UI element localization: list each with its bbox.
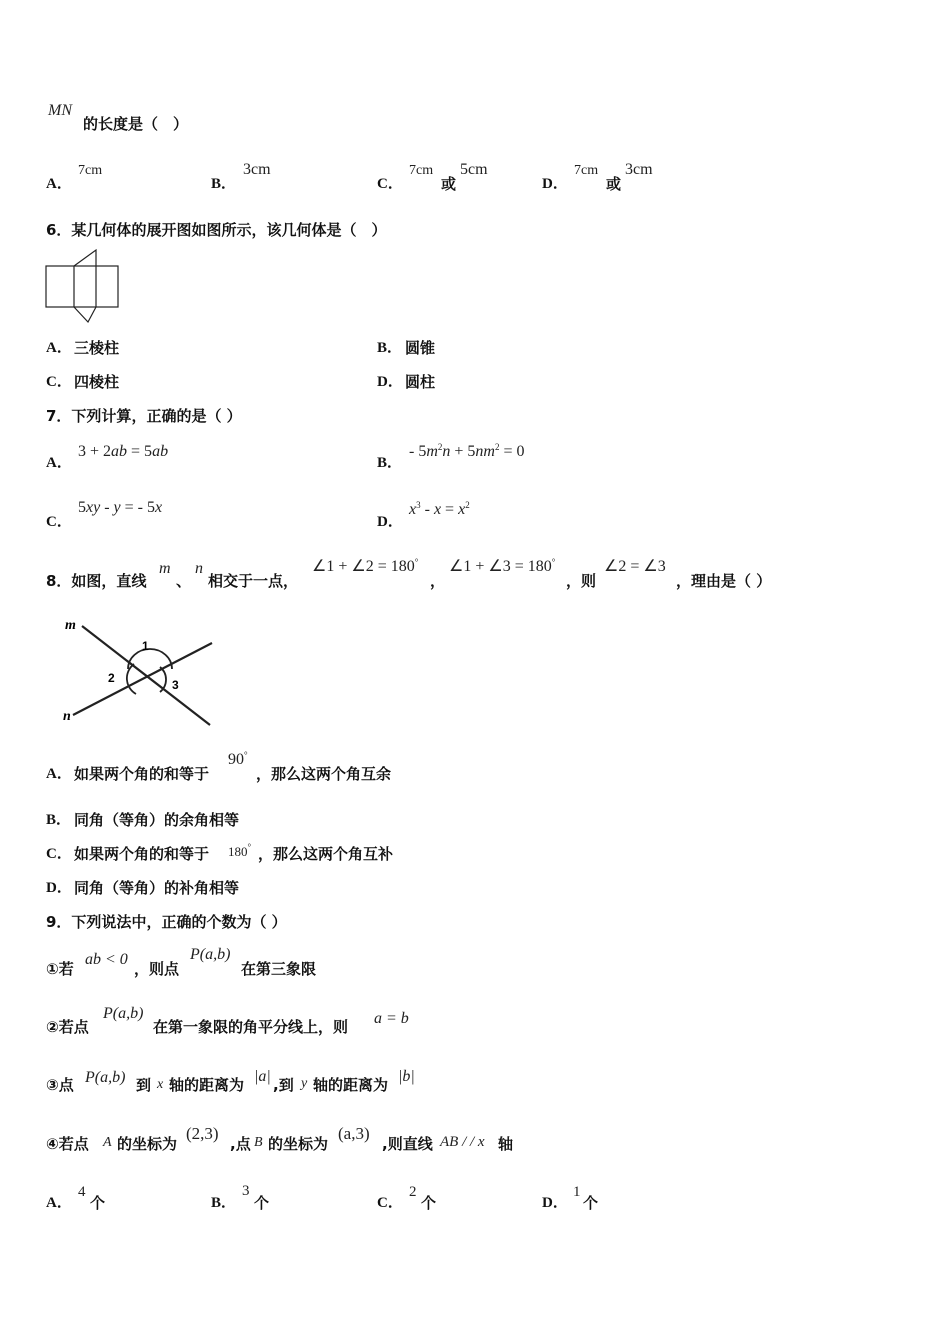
q9-option-a-letter[interactable]: A． bbox=[46, 1195, 72, 1211]
q9-s2-mid: 在第一象限的角平分线上，则 bbox=[153, 1018, 349, 1036]
q8-option-c-text2: ，那么这两个角互补 bbox=[258, 845, 394, 863]
q9-stem: 9．下列说法中，正确的个数为（ ） bbox=[46, 913, 287, 931]
q9-s3-t2: 轴的距离为 bbox=[169, 1076, 245, 1094]
q6-option-c-text: 四棱柱 bbox=[74, 373, 120, 391]
q9-s3-y: y bbox=[301, 1076, 308, 1091]
q8-option-b-letter[interactable]: B． bbox=[46, 812, 72, 828]
q9-s4-pre: ④若点 bbox=[46, 1135, 89, 1153]
q6-option-a-letter[interactable]: A． bbox=[46, 340, 72, 356]
q7-stem: 7．下列计算，正确的是（ ） bbox=[46, 407, 242, 425]
q5-option-d-connector: 或 bbox=[606, 175, 622, 193]
q9-s3-x: x bbox=[157, 1077, 164, 1092]
segment-mn: MN bbox=[48, 102, 72, 119]
q9-option-a-num: 4 bbox=[78, 1184, 86, 1200]
q8-condition-2: ∠1 + ∠3 = 180° bbox=[449, 557, 556, 575]
q8-line-m: m bbox=[159, 560, 171, 577]
q5-option-d-value2: 3cm bbox=[625, 161, 653, 178]
q5-option-c-connector: 或 bbox=[441, 175, 457, 193]
q9-s3-t4: 轴的距离为 bbox=[313, 1076, 389, 1094]
q5-option-c-letter[interactable]: C． bbox=[377, 176, 403, 192]
q8-stem-comma: ， bbox=[430, 572, 446, 590]
q8-option-c-text1: 如果两个角的和等于 bbox=[74, 845, 210, 863]
q9-option-b-num: 3 bbox=[242, 1183, 250, 1199]
angle-label-1: 1 bbox=[142, 639, 149, 653]
q5-option-c-value2: 5cm bbox=[460, 161, 488, 178]
q8-option-a-letter[interactable]: A． bbox=[46, 766, 72, 782]
q8-stem-part2: 相交于一点， bbox=[208, 572, 299, 590]
q7-option-b-letter[interactable]: B． bbox=[377, 455, 403, 471]
q9-option-b-unit: 个 bbox=[254, 1194, 270, 1212]
q8-option-c-math: 180° bbox=[228, 842, 252, 859]
q9-option-a-unit: 个 bbox=[90, 1194, 106, 1212]
q9-s3-t3: ,到 bbox=[273, 1076, 294, 1094]
q9-s2-cond: a = b bbox=[374, 1010, 409, 1027]
q9-s4-t1: 的坐标为 bbox=[117, 1135, 178, 1153]
q9-option-d-num: 1 bbox=[573, 1184, 581, 1200]
q7-option-d-letter[interactable]: D． bbox=[377, 514, 403, 530]
q9-s1-pre: ①若 bbox=[46, 960, 74, 978]
q6-option-c-letter[interactable]: C． bbox=[46, 374, 72, 390]
q6-option-a-text: 三棱柱 bbox=[74, 339, 120, 357]
q8-line-n: n bbox=[195, 560, 203, 577]
q6-stem: 6．某几何体的展开图如图所示，该几何体是（ ） bbox=[46, 221, 387, 239]
q9-s3-pre: ③点 bbox=[46, 1076, 74, 1094]
q9-s1-point: P(a,b) bbox=[190, 946, 231, 963]
q7-option-c-letter[interactable]: C． bbox=[46, 514, 72, 530]
q8-stem-sep: 、 bbox=[176, 572, 192, 590]
q9-s3-point: P(a,b) bbox=[85, 1069, 126, 1086]
q8-option-a-math: 90° bbox=[228, 750, 248, 768]
q6-option-b-text: 圆锥 bbox=[405, 339, 436, 357]
q8-stem-part1: 8．如图，直线 bbox=[46, 572, 147, 590]
q8-condition-1: ∠1 + ∠2 = 180° bbox=[312, 557, 419, 575]
q7-option-a-letter[interactable]: A． bbox=[46, 455, 72, 471]
q5-option-a-letter[interactable]: A． bbox=[46, 176, 72, 192]
q5-stem: 的长度是（ ） bbox=[83, 115, 189, 133]
q8-option-d-text: 同角（等角）的补角相等 bbox=[74, 879, 240, 897]
q5-option-b-letter[interactable]: B． bbox=[211, 176, 237, 192]
q9-option-c-num: 2 bbox=[409, 1184, 417, 1200]
q5-option-d-value: 7cm bbox=[574, 163, 599, 178]
q9-s1-mid: ，则点 bbox=[134, 960, 180, 978]
q5-option-a-value: 7cm bbox=[78, 163, 103, 178]
q9-s1-post: 在第三象限 bbox=[241, 960, 317, 978]
q9-s1-cond: ab < 0 bbox=[85, 951, 128, 968]
angle-label-3: 3 bbox=[172, 678, 179, 692]
q9-s4-t4: ,则直线 bbox=[382, 1135, 433, 1153]
q9-s4-point-b: B bbox=[254, 1135, 263, 1150]
q5-option-b-value: 3cm bbox=[243, 161, 271, 178]
q8-stem-part4: ，理由是（ ） bbox=[676, 572, 772, 590]
q9-s2-pre: ②若点 bbox=[46, 1018, 89, 1036]
q7-option-a-expr: 3 + 2ab = 5ab bbox=[78, 443, 169, 460]
angle-label-2: 2 bbox=[108, 671, 115, 685]
q9-option-d-unit: 个 bbox=[583, 1194, 599, 1212]
q9-option-c-letter[interactable]: C． bbox=[377, 1195, 403, 1211]
q9-s2-point: P(a,b) bbox=[103, 1005, 144, 1022]
q9-option-c-unit: 个 bbox=[421, 1194, 437, 1212]
intersecting-lines-figure bbox=[60, 612, 220, 732]
q9-s4-t2: ,点 bbox=[230, 1135, 251, 1153]
q6-option-d-text: 圆柱 bbox=[405, 373, 436, 391]
q8-option-c-letter[interactable]: C． bbox=[46, 846, 72, 862]
q7-option-d-expr: $x^3 - x = x^2$ bbox=[409, 500, 470, 518]
q9-s4-t3: 的坐标为 bbox=[268, 1135, 329, 1153]
q8-option-d-letter[interactable]: D． bbox=[46, 880, 72, 896]
figure-label-n: n bbox=[63, 709, 71, 724]
q9-s4-coord-b: (a,3) bbox=[338, 1124, 370, 1143]
figure-label-m: m bbox=[65, 618, 76, 633]
q7-option-b-expr: - $5m^2n + 5nm^2 = 0$ bbox=[409, 442, 525, 460]
q9-s3-abs-a: |a| bbox=[254, 1068, 271, 1085]
q7-option-c-expr: 5xy - y = - 5x bbox=[78, 499, 163, 516]
q6-option-d-letter[interactable]: D． bbox=[377, 374, 403, 390]
q8-stem-part3: ，则 bbox=[566, 572, 597, 590]
q8-option-b-text: 同角（等角）的余角相等 bbox=[74, 811, 240, 829]
q6-option-b-letter[interactable]: B． bbox=[377, 340, 403, 356]
q8-conclusion: ∠2 = ∠3 bbox=[604, 558, 666, 575]
q9-option-b-letter[interactable]: B． bbox=[211, 1195, 237, 1211]
q9-option-d-letter[interactable]: D． bbox=[542, 1195, 568, 1211]
prism-net-figure bbox=[44, 248, 122, 326]
q5-option-d-letter[interactable]: D． bbox=[542, 176, 568, 192]
q5-option-c-value: 7cm bbox=[409, 163, 434, 178]
q9-s3-abs-b: |b| bbox=[398, 1068, 415, 1085]
q8-option-a-text2: ，那么这两个角互余 bbox=[256, 765, 392, 783]
q9-s4-point-a: A bbox=[103, 1135, 112, 1150]
q9-s3-t1: 到 bbox=[136, 1076, 152, 1094]
q9-s4-coord-a: (2,3) bbox=[186, 1124, 219, 1143]
q9-s4-line: AB / / x bbox=[440, 1134, 485, 1150]
q9-s4-t5: 轴 bbox=[498, 1135, 514, 1153]
q8-option-a-text1: 如果两个角的和等于 bbox=[74, 765, 210, 783]
